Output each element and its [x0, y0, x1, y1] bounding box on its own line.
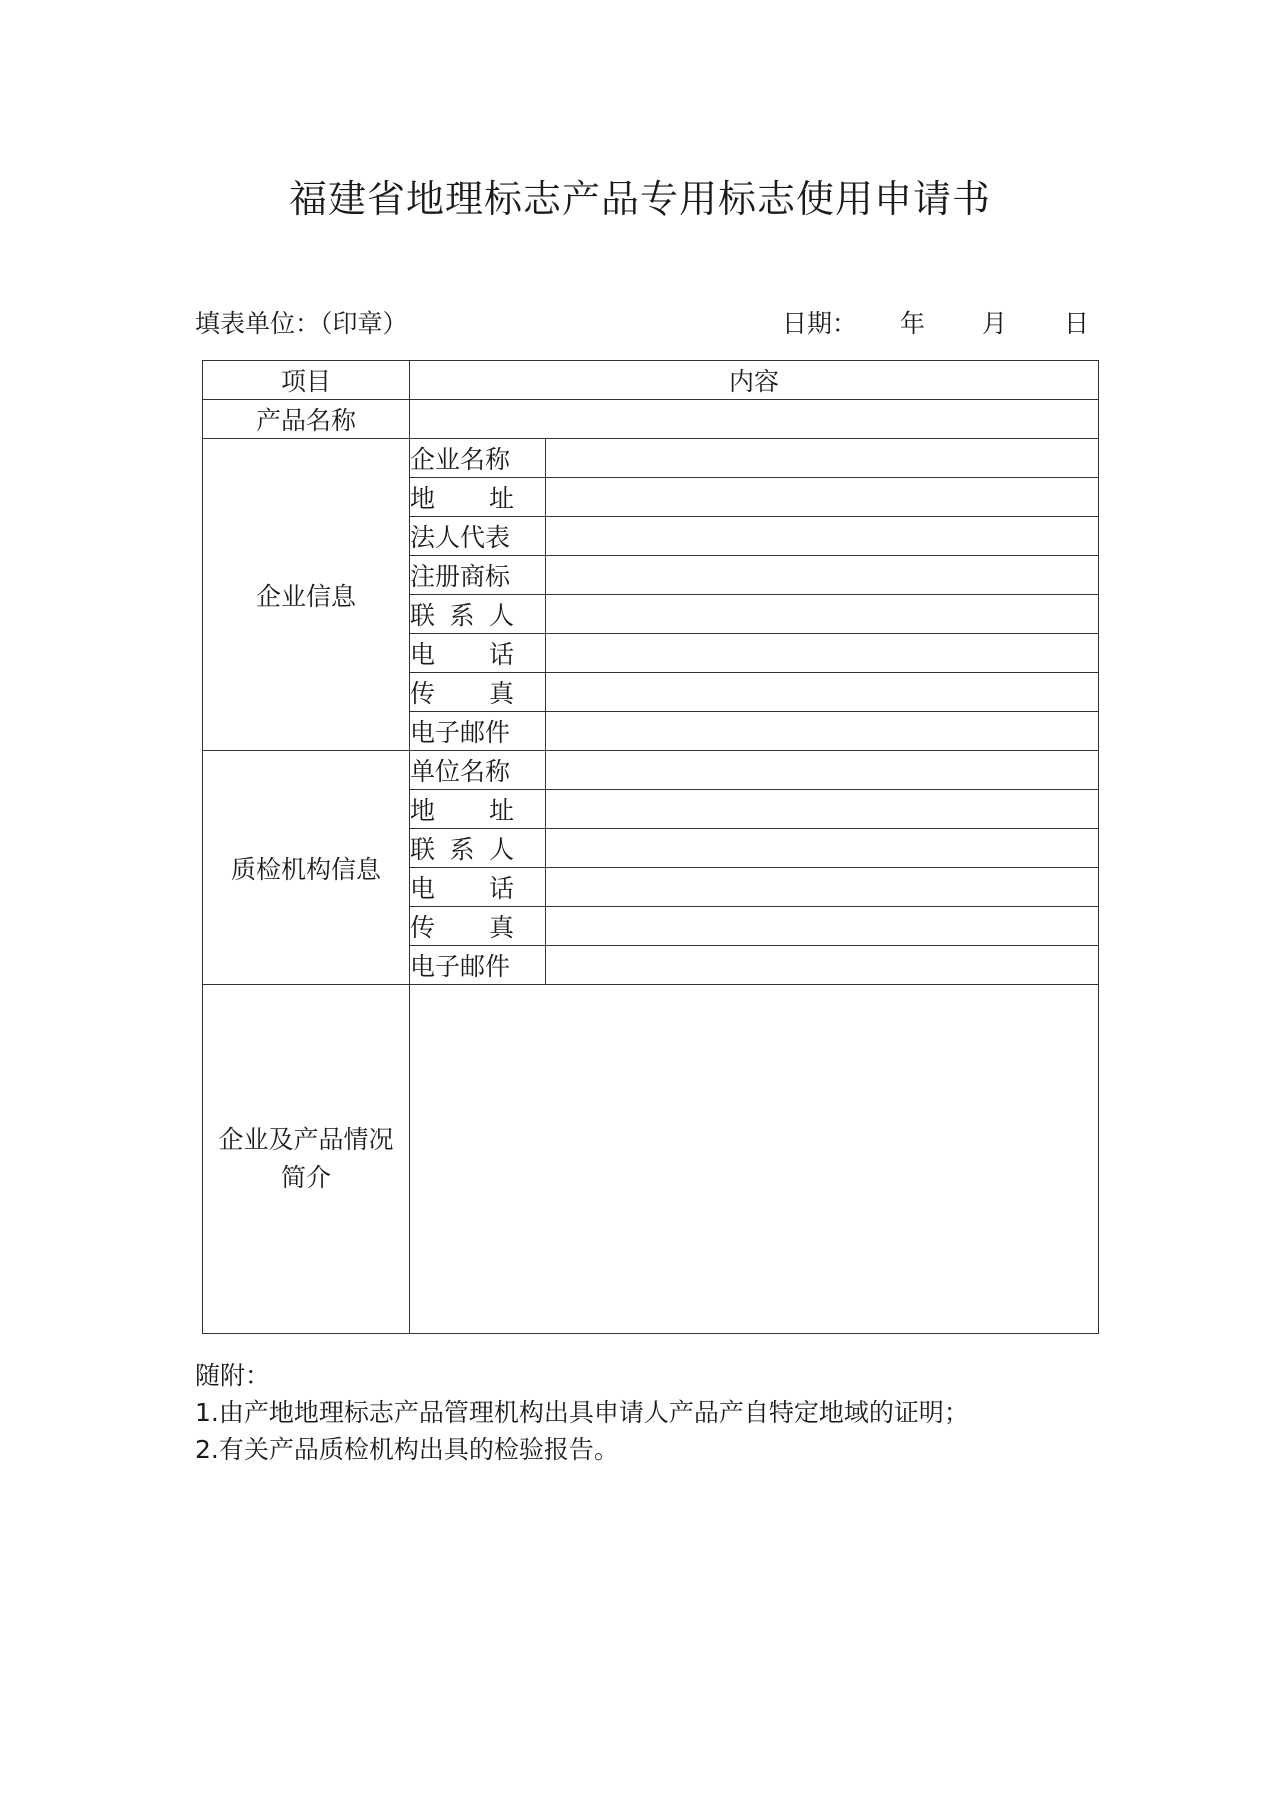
product-name-label: 产品名称 [203, 400, 410, 439]
intro-field[interactable] [410, 985, 1099, 1334]
inspection-fax-label: 传 真 [410, 907, 546, 946]
enterprise-legal-rep-field[interactable] [546, 517, 1099, 556]
inspection-address-field[interactable] [546, 790, 1099, 829]
notes-item-1: 1.由产地地理标志产品管理机构出具申请人产品产自特定地域的证明； [195, 1398, 969, 1427]
enterprise-email-label: 电子邮件 [410, 712, 546, 751]
notes-heading: 随附： [195, 1361, 271, 1390]
enterprise-name-label: 企业名称 [410, 439, 546, 478]
header-item-cell: 项目 [203, 361, 410, 400]
intro-label-line2: 简介 [280, 1163, 331, 1192]
intro-row [203, 985, 1099, 1334]
inspection-fax-field[interactable] [546, 907, 1099, 946]
inspection-row-name [203, 751, 1099, 790]
inspection-name-field[interactable] [546, 751, 1099, 790]
inspection-contact-label: 联 系 人 [410, 829, 546, 868]
date-line [782, 304, 1089, 340]
notes-item-2: 2.有关产品质检机构出具的检验报告。 [195, 1435, 619, 1464]
enterprise-row-name [203, 439, 1099, 478]
inspection-phone-field[interactable] [546, 868, 1099, 907]
enterprise-address-field[interactable] [546, 478, 1099, 517]
inspection-address-label: 地 址 [410, 790, 546, 829]
inspection-email-label: 电子邮件 [410, 946, 546, 985]
date-day-label: 日 [1064, 309, 1090, 338]
enterprise-name-field[interactable] [546, 439, 1099, 478]
inspection-section-label: 质检机构信息 [203, 751, 410, 985]
product-name-row [203, 400, 1099, 439]
attachment-notes [195, 1357, 969, 1468]
filler-unit-label: 填表单位：（印章） [195, 309, 408, 338]
application-form-table [202, 360, 1099, 1334]
intro-label [203, 985, 410, 1334]
enterprise-phone-label: 电 话 [410, 634, 546, 673]
date-month-label: 月 [982, 309, 1008, 338]
enterprise-fax-label: 传 真 [410, 673, 546, 712]
enterprise-trademark-label: 注册商标 [410, 556, 546, 595]
enterprise-email-field[interactable] [546, 712, 1099, 751]
enterprise-fax-field[interactable] [546, 673, 1099, 712]
product-name-field[interactable] [410, 400, 1099, 439]
intro-label-line1: 企业及产品情况 [218, 1125, 394, 1154]
inspection-contact-field[interactable] [546, 829, 1099, 868]
table-header-row [203, 361, 1099, 400]
inspection-name-label: 单位名称 [410, 751, 546, 790]
date-label: 日期： [782, 309, 858, 338]
enterprise-contact-label: 联 系 人 [410, 595, 546, 634]
header-content-cell: 内容 [410, 361, 1099, 400]
document-title: 福建省地理标志产品专用标志使用申请书 [288, 177, 991, 221]
inspection-email-field[interactable] [546, 946, 1099, 985]
enterprise-section-label: 企业信息 [203, 439, 410, 751]
inspection-phone-label: 电 话 [410, 868, 546, 907]
enterprise-legal-rep-label: 法人代表 [410, 517, 546, 556]
enterprise-phone-field[interactable] [546, 634, 1099, 673]
enterprise-trademark-field[interactable] [546, 556, 1099, 595]
enterprise-address-label: 地 址 [410, 478, 546, 517]
date-year-label: 年 [900, 309, 926, 338]
enterprise-contact-field[interactable] [546, 595, 1099, 634]
